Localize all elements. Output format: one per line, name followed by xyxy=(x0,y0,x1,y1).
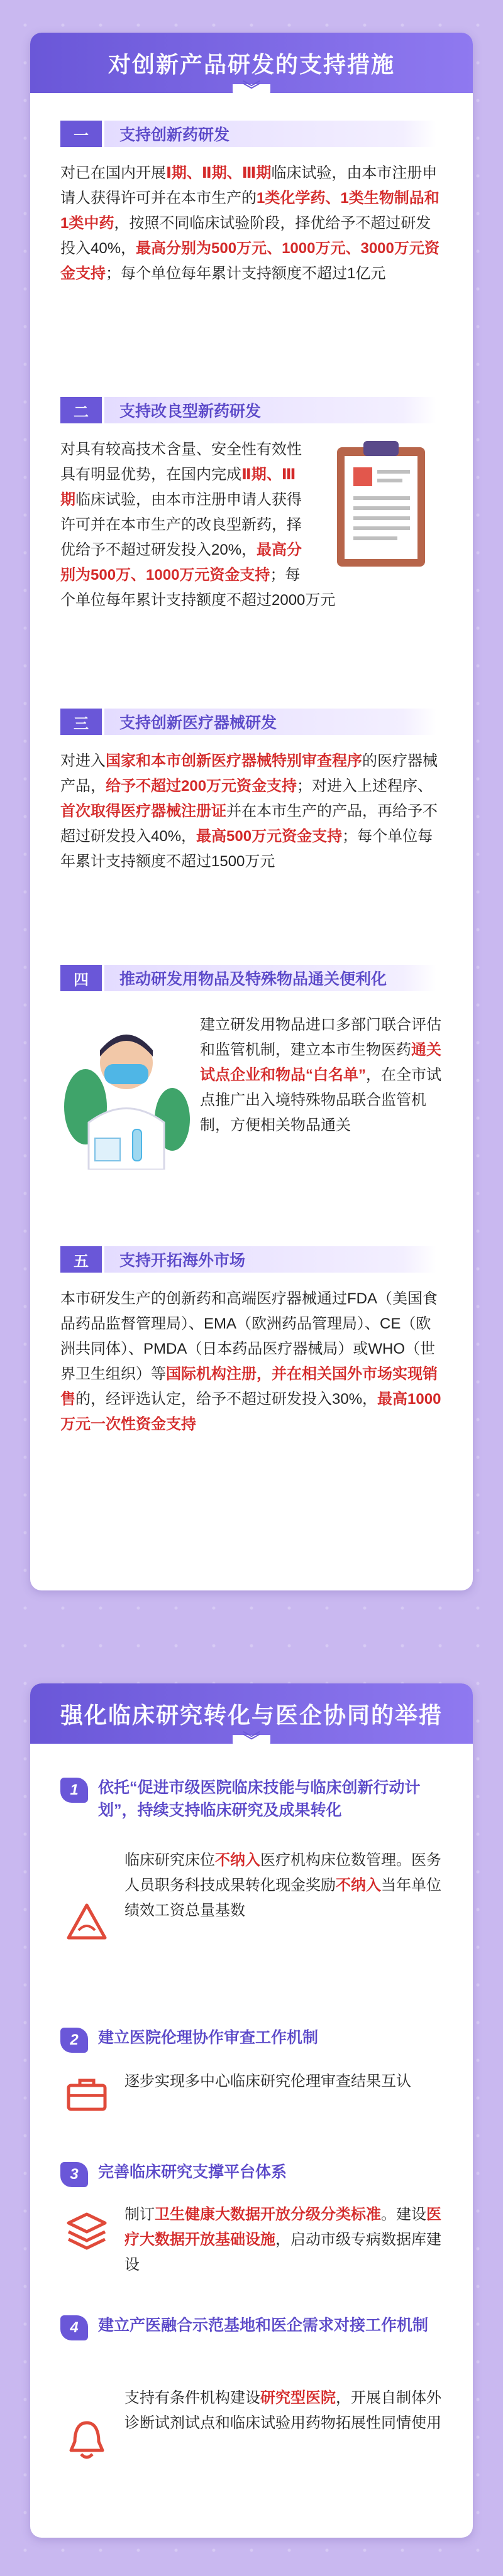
section-label: 支持改良型新药研发 xyxy=(104,397,436,423)
measure-label: 建立医院伦理协作审查工作机制 xyxy=(98,2029,319,2046)
clinical-research-card xyxy=(30,1683,473,2538)
section-title xyxy=(60,397,436,423)
measure-text: 支持有条件机构建设研究型医院，开展自制体外诊断试剂试点和临床试验用药物拓展性同情使用 xyxy=(124,2389,441,2432)
section-text: 对进入国家和本市创新医疗器械特别审查程序的医疗器械产品，给予不超过200万元资金支持；对进入上述程序、首次取得医疗器械注册证并在本市生产的产品，再给予不超过研发投入40%，最高500万元资金支持；每个单位每年累计支持额度不超过1500万元 xyxy=(60,753,438,870)
measure-number: 3 xyxy=(60,2162,88,2187)
chevron-down-icon: ︾ xyxy=(233,1735,270,1760)
measure-text: 逐步实现多中心临床研究伦理审查结果互认 xyxy=(124,2073,411,2090)
card-title: 对创新产品研发的支持措施 xyxy=(108,51,395,77)
card-header xyxy=(30,1683,473,1750)
support-measures-card xyxy=(30,33,473,1590)
section-title xyxy=(60,1246,436,1273)
section-label: 支持创新医疗器械研发 xyxy=(104,709,436,735)
document-clipboard-icon xyxy=(319,437,443,575)
chevron-down-icon: ︾ xyxy=(233,84,270,109)
warning-triangle-icon xyxy=(60,1896,113,1948)
measure-text: 制订卫生健康大数据开放分级分类标准。建设医疗大数据开放基础设施，启动市级专病数据库建设 xyxy=(124,2206,441,2273)
section-text: 本市研发生产的创新药和高端医疗器械通过FDA（美国食品药品监督管理局）、EMA（欧洲药品管理局）、CE（欧洲共同体）、PMDA（日本药品医疗器械局）或WHO（世界卫生组织）等国际机构注册，并在相关国外市场实现销售的，经评选认定，给予不超过研发投入30%，最高1000万元一次性资金支持 xyxy=(60,1290,441,1433)
layers-icon xyxy=(60,2205,113,2258)
bell-icon xyxy=(60,2415,113,2467)
section-text: 建立研发用物品进口多部门联合评估和监管机制，建立本市生物医药通关试点企业和物品“白名单”，在全市试点推广出入境特殊物品联合监管机制，方便相关物品通关 xyxy=(200,1016,441,1134)
measure-title xyxy=(60,2026,450,2053)
measure-label: 建立产医融合示范基地和医企需求对接工作机制 xyxy=(98,2317,429,2334)
measure-title xyxy=(60,2161,450,2187)
section-number: 四 xyxy=(60,965,102,991)
section-label: 推动研发用物品及特殊物品通关便利化 xyxy=(104,965,436,991)
section-label: 支持开拓海外市场 xyxy=(104,1246,436,1273)
section-title xyxy=(60,965,436,991)
section-number: 二 xyxy=(60,397,102,423)
section-text: 对具有较高技术含量、安全性有效性具有明显优势，在国内完成Ⅱ期、Ⅲ期临床试验，由本市注册申请人获得许可并在本市生产的改良型新药，择优给予不超过研发投入20%，最高分别为500万、1000万元资金支持；每个单位每年累计支持额度不超过2000万元 xyxy=(60,437,443,613)
section-text: 对已在国内开展Ⅰ期、Ⅱ期、Ⅲ期临床试验，由本市注册申请人获得许可并在本市生产的1类化学药、1类生物制品和1类中药，按照不同临床试验阶段，择优给予不超过研发投入40%，最高分别为500万元、1000万元、3000万元资金支持；每个单位每年累计支持额度不超过1亿元 xyxy=(60,165,439,282)
briefcase-icon xyxy=(60,2068,113,2121)
card-title: 强化临床研究转化与医企协同的举措 xyxy=(60,1702,443,1728)
measure-title xyxy=(60,1776,450,1822)
section-title xyxy=(60,121,436,147)
measure-title xyxy=(60,2314,450,2340)
section-label: 支持创新药研发 xyxy=(104,121,436,147)
measure-text: 临床研究床位不纳入医疗机构床位数管理。医务人员职务科技成果转化现金奖励不纳入当年单位绩效工资总量基数 xyxy=(124,1852,441,1919)
measure-number: 1 xyxy=(60,1778,88,1803)
measure-number: 2 xyxy=(60,2028,88,2053)
section-number: 一 xyxy=(60,121,102,147)
researcher-illustration xyxy=(60,1013,192,1170)
card-header xyxy=(30,33,473,99)
measure-label: 依托“促进市级医院临床技能与临床创新行动计划”，持续支持临床研究及成果转化 xyxy=(98,1779,421,1819)
measure-label: 完善临床研究支撑平台体系 xyxy=(98,2163,287,2181)
section-title xyxy=(60,709,436,735)
section-number: 三 xyxy=(60,709,102,735)
measure-number: 4 xyxy=(60,2315,88,2340)
section-number: 五 xyxy=(60,1246,102,1273)
